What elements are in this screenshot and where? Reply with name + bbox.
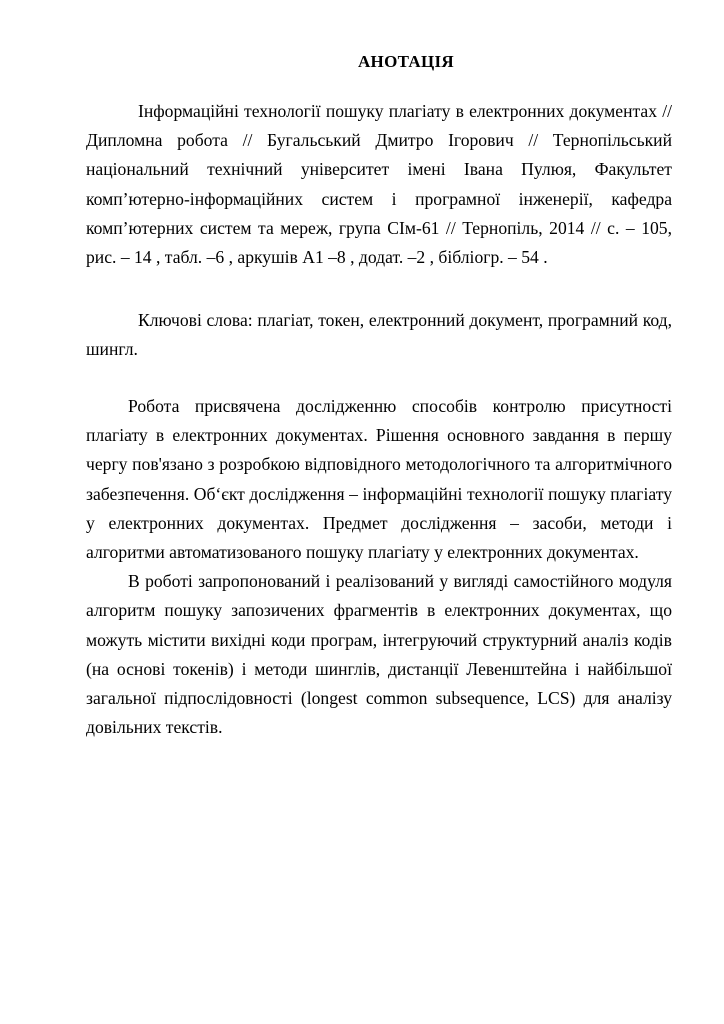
body-paragraph: Робота присвячена дослідженню способів контролю присутності плагіату в електронних документах. Рішення основного завдання в першу чергу пов'язано з розробкою відповідного методологічного та алгоритмічного забезпечення. Об‘єкт дослідження – інформаційні технології пошуку плагіату у електронних документах. Предмет дослідження – засоби, методи і алгоритми автоматизованого пошуку плагіату у електронних документах. [86, 396, 672, 563]
keywords-block [86, 306, 672, 364]
body-paragraph: В роботі запропонований і реалізований у вигляді самостійного модуля алгоритм пошуку запозичених фрагментів в електронних документах, що можуть містити вихідні коди програм, інтегруючий структурний аналіз кодів (на основі токенів) і методи шинглів, дистанції Левенштейна і найбільшої загальної підпослідовності (longest common subsequence, LCS) для аналізу довільних текстів. [86, 571, 672, 738]
annotation-paragraph: Інформаційні технології пошуку плагіату в електронних документах // Дипломна робота // Бугальський Дмитро Ігорович // Тернопільський національний технічний університет імені Івана Пулюя, Факультет комп’ютерно-інформаційних систем і програмної інженерії, кафедра комп’ютерних систем та мереж, група СІм-61 // Тернопіль, 2014 // с. – 105, рис. – 14 , табл. –6 , аркушів А1 –8 , додат. –2 , бібліогр. – 54 . [86, 101, 672, 268]
body-block [86, 392, 672, 742]
keywords-paragraph: Ключові слова: плагіат, токен, електронний документ, програмний код, шингл. [86, 310, 672, 360]
page-title: АНОТАЦІЯ [357, 52, 454, 71]
annotation-block [86, 97, 672, 272]
